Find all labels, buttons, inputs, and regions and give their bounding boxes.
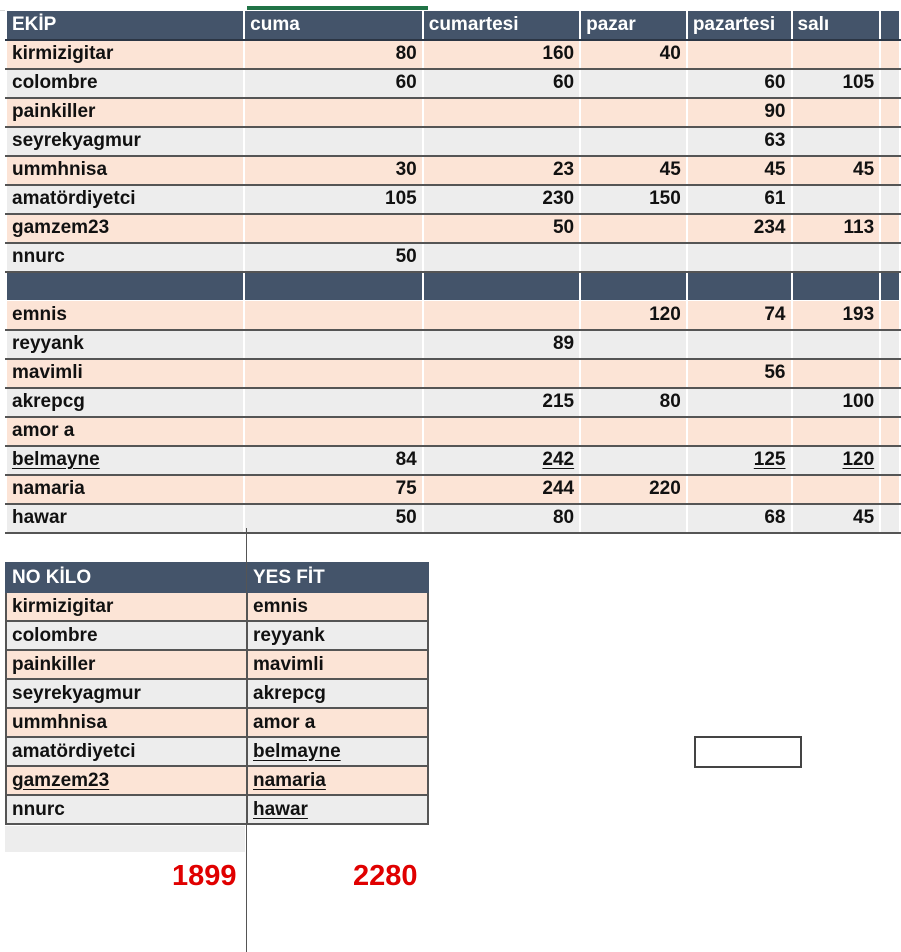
value-cell[interactable] — [792, 243, 881, 272]
table-row — [6, 243, 900, 272]
member-name-cell[interactable]: gamzem23 — [6, 214, 244, 243]
table-row — [6, 359, 900, 388]
table-row — [6, 185, 900, 214]
value-cell[interactable] — [580, 504, 687, 533]
value-cell[interactable] — [880, 69, 900, 98]
member-name-cell[interactable]: kirmizigitar — [6, 40, 244, 69]
value-cell[interactable]: 120 — [580, 301, 687, 330]
yes-fit-header[interactable]: YES FİT — [247, 563, 428, 592]
member-name-cell[interactable]: namaria — [6, 475, 244, 504]
column-header-overflow[interactable] — [880, 11, 900, 40]
member-name-cell[interactable]: mavimli — [6, 359, 244, 388]
value-cell[interactable] — [880, 185, 900, 214]
yes-fit-member[interactable]: akrepcg — [247, 679, 428, 708]
no-kilo-member[interactable]: nnurc — [6, 795, 247, 824]
no-kilo-member[interactable]: ummhnisa — [6, 708, 247, 737]
team-row — [6, 795, 428, 824]
no-kilo-member[interactable]: seyrekyagmur — [6, 679, 247, 708]
value-cell[interactable]: 193 — [792, 301, 881, 330]
value-cell[interactable] — [792, 98, 881, 127]
yes-fit-member[interactable]: hawar — [247, 795, 428, 824]
value-cell[interactable] — [687, 243, 792, 272]
empty-cell[interactable] — [5, 826, 245, 852]
column-border — [246, 528, 247, 952]
value-cell[interactable] — [880, 40, 900, 69]
no-kilo-member[interactable]: gamzem23 — [6, 766, 247, 795]
value-cell[interactable] — [880, 156, 900, 185]
value-cell[interactable]: 113 — [792, 214, 881, 243]
value-cell[interactable] — [580, 127, 687, 156]
value-cell[interactable]: 68 — [687, 504, 792, 533]
separator-cell[interactable] — [423, 272, 580, 301]
value-cell[interactable] — [244, 214, 423, 243]
separator-cell[interactable] — [792, 272, 881, 301]
yes-fit-member[interactable]: namaria — [247, 766, 428, 795]
no-kilo-member[interactable]: painkiller — [6, 650, 247, 679]
member-name-cell[interactable]: akrepcg — [6, 388, 244, 417]
column-header[interactable]: pazar — [580, 11, 687, 40]
no-kilo-header[interactable]: NO KİLO — [6, 563, 247, 592]
value-cell[interactable]: 80 — [580, 388, 687, 417]
header-row — [6, 11, 900, 40]
value-cell[interactable]: 45 — [792, 156, 881, 185]
value-cell[interactable] — [423, 127, 580, 156]
value-cell[interactable] — [423, 98, 580, 127]
table-row — [6, 214, 900, 243]
value-cell[interactable] — [244, 359, 423, 388]
separator-cell[interactable] — [244, 272, 423, 301]
value-cell[interactable]: 23 — [423, 156, 580, 185]
value-cell[interactable] — [687, 40, 792, 69]
value-cell[interactable]: 125 — [687, 446, 792, 475]
value-cell[interactable] — [880, 127, 900, 156]
value-cell[interactable]: 84 — [244, 446, 423, 475]
value-cell[interactable]: 105 — [792, 69, 881, 98]
value-cell[interactable]: 45 — [687, 156, 792, 185]
table-row — [6, 127, 900, 156]
team-row — [6, 766, 428, 795]
value-cell[interactable]: 244 — [423, 475, 580, 504]
value-cell[interactable]: 61 — [687, 185, 792, 214]
value-cell[interactable]: 80 — [244, 40, 423, 69]
value-cell[interactable] — [423, 301, 580, 330]
column-header[interactable]: pazartesi — [687, 11, 792, 40]
value-cell[interactable] — [423, 243, 580, 272]
table-row — [6, 388, 900, 417]
value-cell[interactable]: 56 — [687, 359, 792, 388]
value-cell[interactable] — [580, 330, 687, 359]
value-cell[interactable] — [880, 446, 900, 475]
yes-fit-total[interactable]: 2280 — [353, 860, 418, 892]
value-cell[interactable]: 74 — [687, 301, 792, 330]
value-cell[interactable] — [244, 417, 423, 446]
value-cell[interactable] — [792, 40, 881, 69]
value-cell[interactable] — [423, 359, 580, 388]
table-row — [6, 98, 900, 127]
column-header[interactable]: cuma — [244, 11, 423, 40]
column-header[interactable]: EKİP — [6, 11, 244, 40]
value-cell[interactable]: 45 — [792, 504, 881, 533]
value-cell[interactable]: 60 — [423, 69, 580, 98]
value-cell[interactable] — [687, 388, 792, 417]
table-row — [6, 446, 900, 475]
no-kilo-member[interactable]: colombre — [6, 621, 247, 650]
value-cell[interactable] — [244, 127, 423, 156]
value-cell[interactable]: 105 — [244, 185, 423, 214]
value-cell[interactable]: 75 — [244, 475, 423, 504]
value-cell[interactable]: 100 — [792, 388, 881, 417]
value-cell[interactable] — [792, 359, 881, 388]
member-name-cell[interactable]: amor a — [6, 417, 244, 446]
yes-fit-member[interactable]: reyyank — [247, 621, 428, 650]
value-cell[interactable]: 50 — [423, 214, 580, 243]
member-name-cell[interactable]: amatördiyetci — [6, 185, 244, 214]
table-row — [6, 504, 900, 533]
team-row — [6, 592, 428, 621]
value-cell[interactable] — [880, 475, 900, 504]
selected-cell[interactable] — [694, 736, 802, 768]
value-cell[interactable] — [580, 98, 687, 127]
value-cell[interactable]: 90 — [687, 98, 792, 127]
member-name-cell[interactable]: emnis — [6, 301, 244, 330]
yes-fit-member[interactable]: amor a — [247, 708, 428, 737]
value-cell[interactable] — [687, 475, 792, 504]
value-cell[interactable] — [880, 330, 900, 359]
table-row — [6, 301, 900, 330]
table-row — [6, 156, 900, 185]
value-cell[interactable]: 160 — [423, 40, 580, 69]
column-header[interactable]: cumartesi — [423, 11, 580, 40]
value-cell[interactable] — [880, 214, 900, 243]
value-cell[interactable] — [792, 417, 881, 446]
separator-cell[interactable] — [687, 272, 792, 301]
value-cell[interactable]: 50 — [244, 504, 423, 533]
member-name-cell[interactable]: nnurc — [6, 243, 244, 272]
value-cell[interactable] — [880, 98, 900, 127]
weekly-table — [5, 10, 901, 534]
member-name-cell[interactable]: belmayne — [6, 446, 244, 475]
value-cell[interactable] — [580, 243, 687, 272]
member-name-cell[interactable]: painkiller — [6, 98, 244, 127]
team-row — [6, 621, 428, 650]
value-cell[interactable] — [880, 388, 900, 417]
value-cell[interactable] — [792, 185, 881, 214]
value-cell[interactable]: 89 — [423, 330, 580, 359]
value-cell[interactable] — [244, 330, 423, 359]
value-cell[interactable]: 63 — [687, 127, 792, 156]
value-cell[interactable] — [244, 388, 423, 417]
teams-header-row — [6, 563, 428, 592]
value-cell[interactable] — [423, 417, 580, 446]
team-row — [6, 679, 428, 708]
team-lists-table — [5, 562, 429, 825]
value-cell[interactable]: 40 — [580, 40, 687, 69]
value-cell[interactable]: 215 — [423, 388, 580, 417]
value-cell[interactable] — [580, 359, 687, 388]
value-cell[interactable] — [792, 475, 881, 504]
team-row — [6, 708, 428, 737]
no-kilo-total[interactable]: 1899 — [172, 860, 237, 892]
value-cell[interactable] — [244, 98, 423, 127]
no-kilo-member[interactable]: amatördiyetci — [6, 737, 247, 766]
value-cell[interactable]: 30 — [244, 156, 423, 185]
table-row — [6, 475, 900, 504]
value-cell[interactable] — [244, 301, 423, 330]
value-cell[interactable] — [880, 301, 900, 330]
member-name-cell[interactable]: seyrekyagmur — [6, 127, 244, 156]
value-cell[interactable]: 80 — [423, 504, 580, 533]
value-cell[interactable]: 60 — [244, 69, 423, 98]
value-cell[interactable]: 50 — [244, 243, 423, 272]
value-cell[interactable] — [792, 127, 881, 156]
value-cell[interactable] — [792, 330, 881, 359]
yes-fit-member[interactable]: emnis — [247, 592, 428, 621]
value-cell[interactable]: 242 — [423, 446, 580, 475]
team-row — [6, 650, 428, 679]
value-cell[interactable]: 234 — [687, 214, 792, 243]
yes-fit-member[interactable]: mavimli — [247, 650, 428, 679]
value-cell[interactable]: 120 — [792, 446, 881, 475]
value-cell[interactable]: 45 — [580, 156, 687, 185]
value-cell[interactable] — [580, 417, 687, 446]
value-cell[interactable] — [580, 69, 687, 98]
value-cell[interactable] — [880, 243, 900, 272]
no-kilo-member[interactable]: kirmizigitar — [6, 592, 247, 621]
value-cell[interactable] — [687, 330, 792, 359]
value-cell[interactable] — [880, 417, 900, 446]
value-cell[interactable]: 150 — [580, 185, 687, 214]
yes-fit-member[interactable]: belmayne — [247, 737, 428, 766]
value-cell[interactable] — [580, 446, 687, 475]
column-header[interactable]: salı — [792, 11, 881, 40]
table-row — [6, 330, 900, 359]
table-row — [6, 69, 900, 98]
value-cell[interactable]: 230 — [423, 185, 580, 214]
separator-cell[interactable] — [6, 272, 244, 301]
separator-cell[interactable] — [880, 272, 900, 301]
table-row — [6, 40, 900, 69]
member-name-cell[interactable]: colombre — [6, 69, 244, 98]
value-cell[interactable] — [880, 359, 900, 388]
table-row — [6, 417, 900, 446]
value-cell[interactable] — [580, 214, 687, 243]
value-cell[interactable]: 60 — [687, 69, 792, 98]
value-cell[interactable] — [687, 417, 792, 446]
team-row — [6, 737, 428, 766]
member-name-cell[interactable]: hawar — [6, 504, 244, 533]
value-cell[interactable]: 220 — [580, 475, 687, 504]
value-cell[interactable] — [880, 504, 900, 533]
member-name-cell[interactable]: reyyank — [6, 330, 244, 359]
separator-row — [6, 272, 900, 301]
separator-cell[interactable] — [580, 272, 687, 301]
member-name-cell[interactable]: ummhnisa — [6, 156, 244, 185]
